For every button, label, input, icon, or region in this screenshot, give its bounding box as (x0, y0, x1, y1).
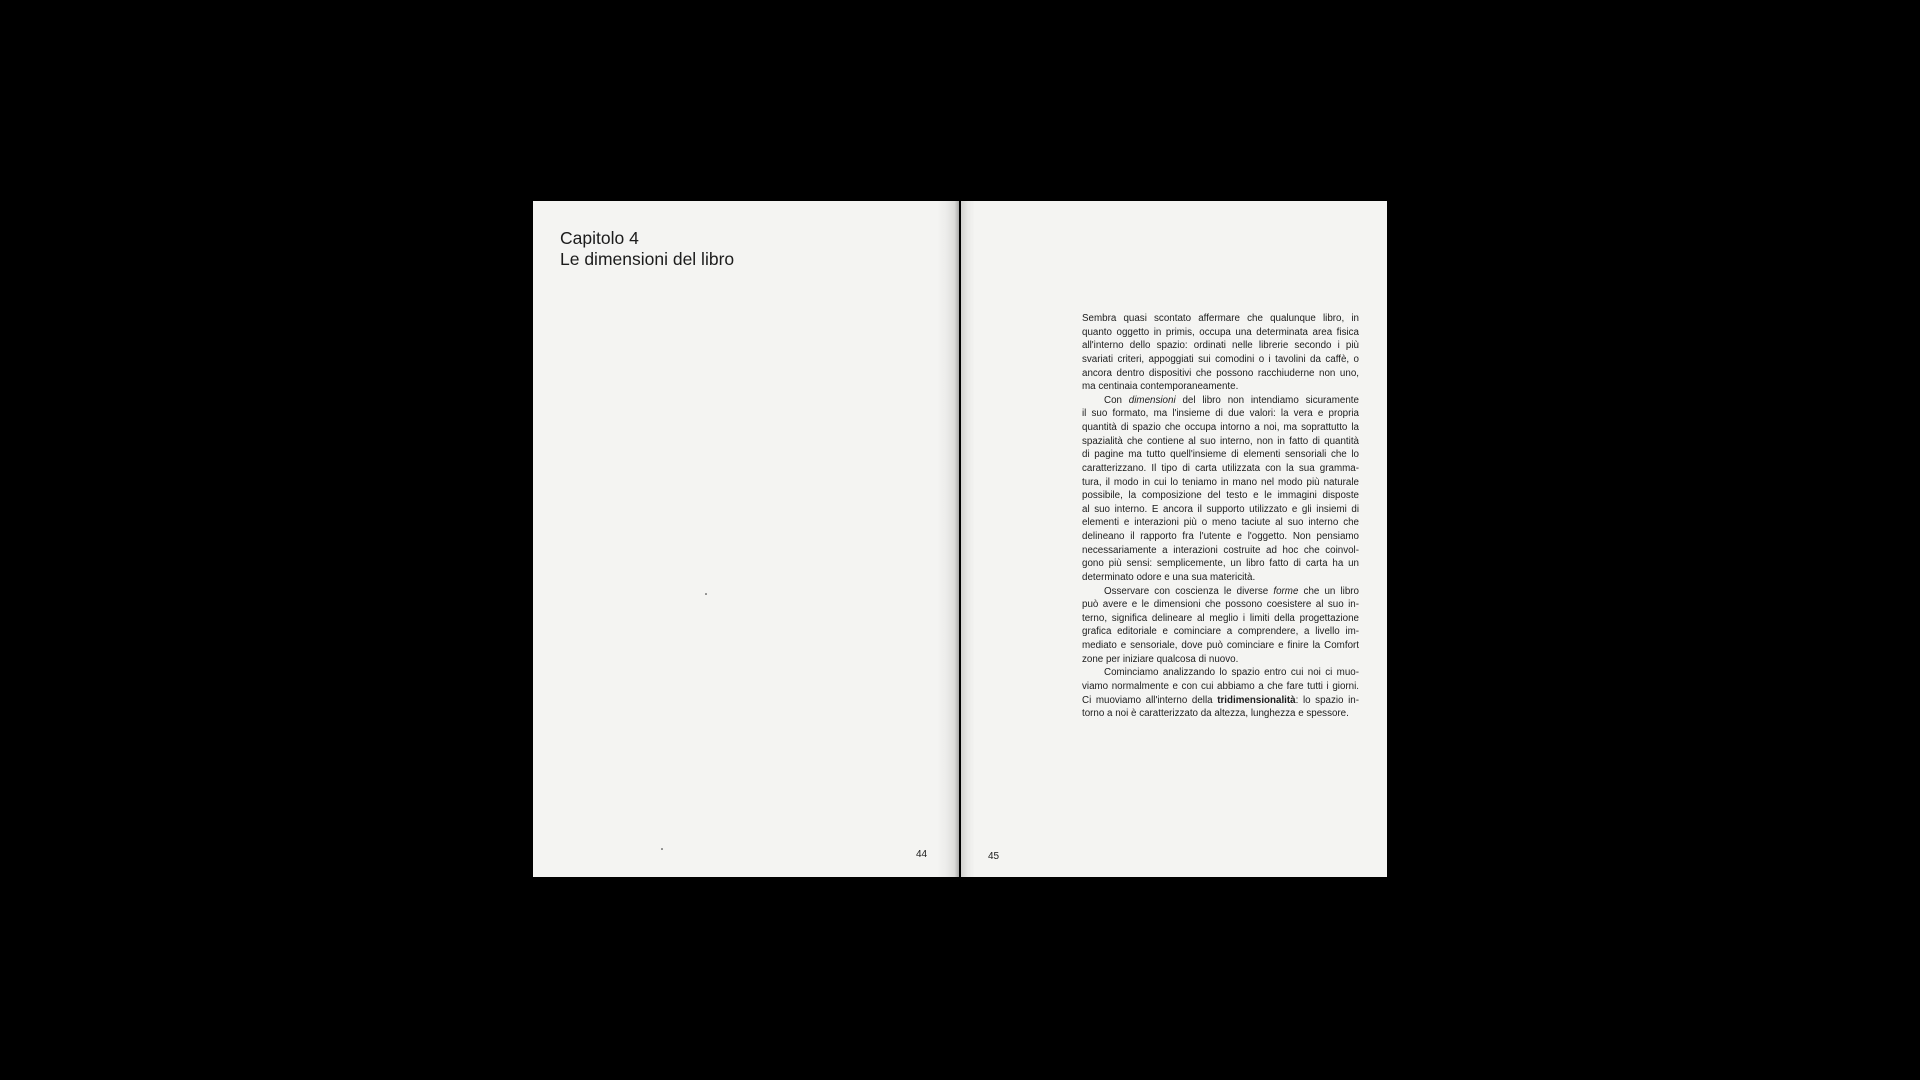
text-run: Con (1104, 394, 1129, 406)
text-line (1082, 407, 1359, 421)
text-line (1082, 489, 1359, 503)
text-run: necessariamente a interazioni costruite ad hoc che coinvol- (1082, 544, 1359, 556)
text-line (1082, 544, 1359, 558)
text-line (1082, 339, 1359, 353)
page-number-right: 45 (988, 851, 1000, 862)
text-line (1082, 694, 1359, 708)
text-run: determinato odore e una sua matericità. (1082, 571, 1256, 583)
text-run: terno, significa delineare al meglio i limiti della progettazione (1082, 612, 1359, 624)
text-line (1082, 476, 1359, 490)
text-line (1082, 612, 1359, 626)
text-run: possibile, la composizione del testo e le immagini disposte (1082, 490, 1359, 502)
text-line (1082, 571, 1359, 585)
bold-term: tridimensionalità (1217, 694, 1296, 706)
text-run: quantità di spazio che occupa intorno a noi, ma soprattutto la (1082, 422, 1359, 433)
text-line (1082, 666, 1359, 680)
text-run: all'interno dello spazio: ordinati nelle librerie secondo i più (1082, 340, 1359, 352)
text-line (1082, 326, 1359, 340)
text-line (1082, 503, 1359, 517)
text-line (1082, 680, 1359, 694)
paper-speck (661, 848, 663, 850)
text-run: ma centinaia contemporaneamente. (1082, 381, 1239, 393)
text-line (1082, 516, 1359, 530)
text-line (1082, 625, 1359, 639)
text-run: che un libro (1298, 585, 1359, 597)
text-run: al suo interno. E ancora il supporto utilizzato e gli insiemi di (1082, 503, 1359, 515)
text-run: delineano il rapporto fra l'utente e l'oggetto. Non pensiamo (1082, 531, 1359, 542)
text-run: Osservare con coscienza le diverse (1104, 585, 1274, 597)
text-run: zone per iniziare qualcosa di nuovo. (1082, 653, 1239, 665)
text-line (1082, 394, 1359, 408)
text-line (1082, 530, 1359, 544)
text-run: gono più sensi: semplicemente, un libro fatto di carta ha un (1082, 558, 1359, 570)
text-line (1082, 312, 1359, 326)
text-run: grafica editoriale e cominciare a comprendere, a livello im- (1082, 626, 1359, 638)
text-run: tura, il modo in cui lo teniamo in mano nel modo più naturale (1082, 476, 1359, 488)
text-line (1082, 707, 1359, 721)
text-line (1082, 367, 1359, 381)
text-run: ancora dentro dispositivi che possono racchiuderne non uno, (1082, 367, 1359, 379)
chapter-title: Le dimensioni del libro (560, 249, 735, 269)
paper-speck (705, 593, 707, 595)
text-line (1082, 421, 1359, 435)
text-line (1082, 353, 1359, 367)
text-line (1082, 435, 1359, 449)
text-line (1082, 380, 1359, 394)
text-run: caratterizzano. Il tipo di carta utilizzata con la sua gramma- (1082, 462, 1359, 474)
text-run: può avere e le dimensioni che possono coesistere al suo in- (1082, 599, 1359, 611)
text-run: il suo formato, ma l'insieme di due valori: la vera e propria (1082, 408, 1359, 420)
gutter-shadow-right (961, 201, 975, 877)
left-page (533, 201, 959, 877)
text-run: Cominciamo analizzando lo spazio entro cui noi ci muo- (1104, 667, 1359, 679)
text-line (1082, 598, 1359, 612)
text-run: mediato e sensoriale, dove può cominciare e finire la Comfort (1082, 640, 1359, 651)
text-run: spazialità che contiene al suo interno, non in fatto di quantità (1082, 435, 1359, 447)
text-line (1082, 557, 1359, 571)
italic-term: dimensioni (1128, 394, 1176, 406)
body-text (1082, 312, 1359, 721)
text-run: : lo spazio in- (1295, 694, 1359, 706)
text-run: elementi e interazioni più o meno taciute al suo interno che (1082, 517, 1359, 529)
text-line (1082, 462, 1359, 476)
italic-term: forme (1273, 585, 1299, 597)
text-run: quanto oggetto in primis, occupa una determinata area fisica (1082, 326, 1359, 338)
right-page (961, 201, 1387, 877)
text-run: di pagine ma tutto quell'insieme di elementi sensoriali che lo (1082, 449, 1359, 461)
text-run: Ci muoviamo all'interno della (1082, 694, 1218, 706)
text-line (1082, 585, 1359, 599)
text-run: svariati criteri, appoggiati sui comodini o i tavolini da caffè, o (1082, 353, 1359, 365)
text-run: Sembra quasi scontato affermare che qualunque libro, in (1082, 313, 1359, 324)
chapter-number: Capitolo 4 (560, 228, 639, 248)
text-line (1082, 448, 1359, 462)
text-line (1082, 653, 1359, 667)
text-run: del libro non intendiamo sicuramente (1175, 394, 1359, 406)
chapter-heading (560, 228, 734, 270)
gutter-shadow-left (937, 201, 959, 877)
text-run: viamo normalmente e con cui abbiamo a che fare tutti i giorni. (1082, 680, 1359, 692)
text-run: torno a noi è caratterizzato da altezza, lunghezza e spessore. (1082, 708, 1349, 720)
text-line (1082, 639, 1359, 653)
page-number-left: 44 (916, 849, 928, 860)
